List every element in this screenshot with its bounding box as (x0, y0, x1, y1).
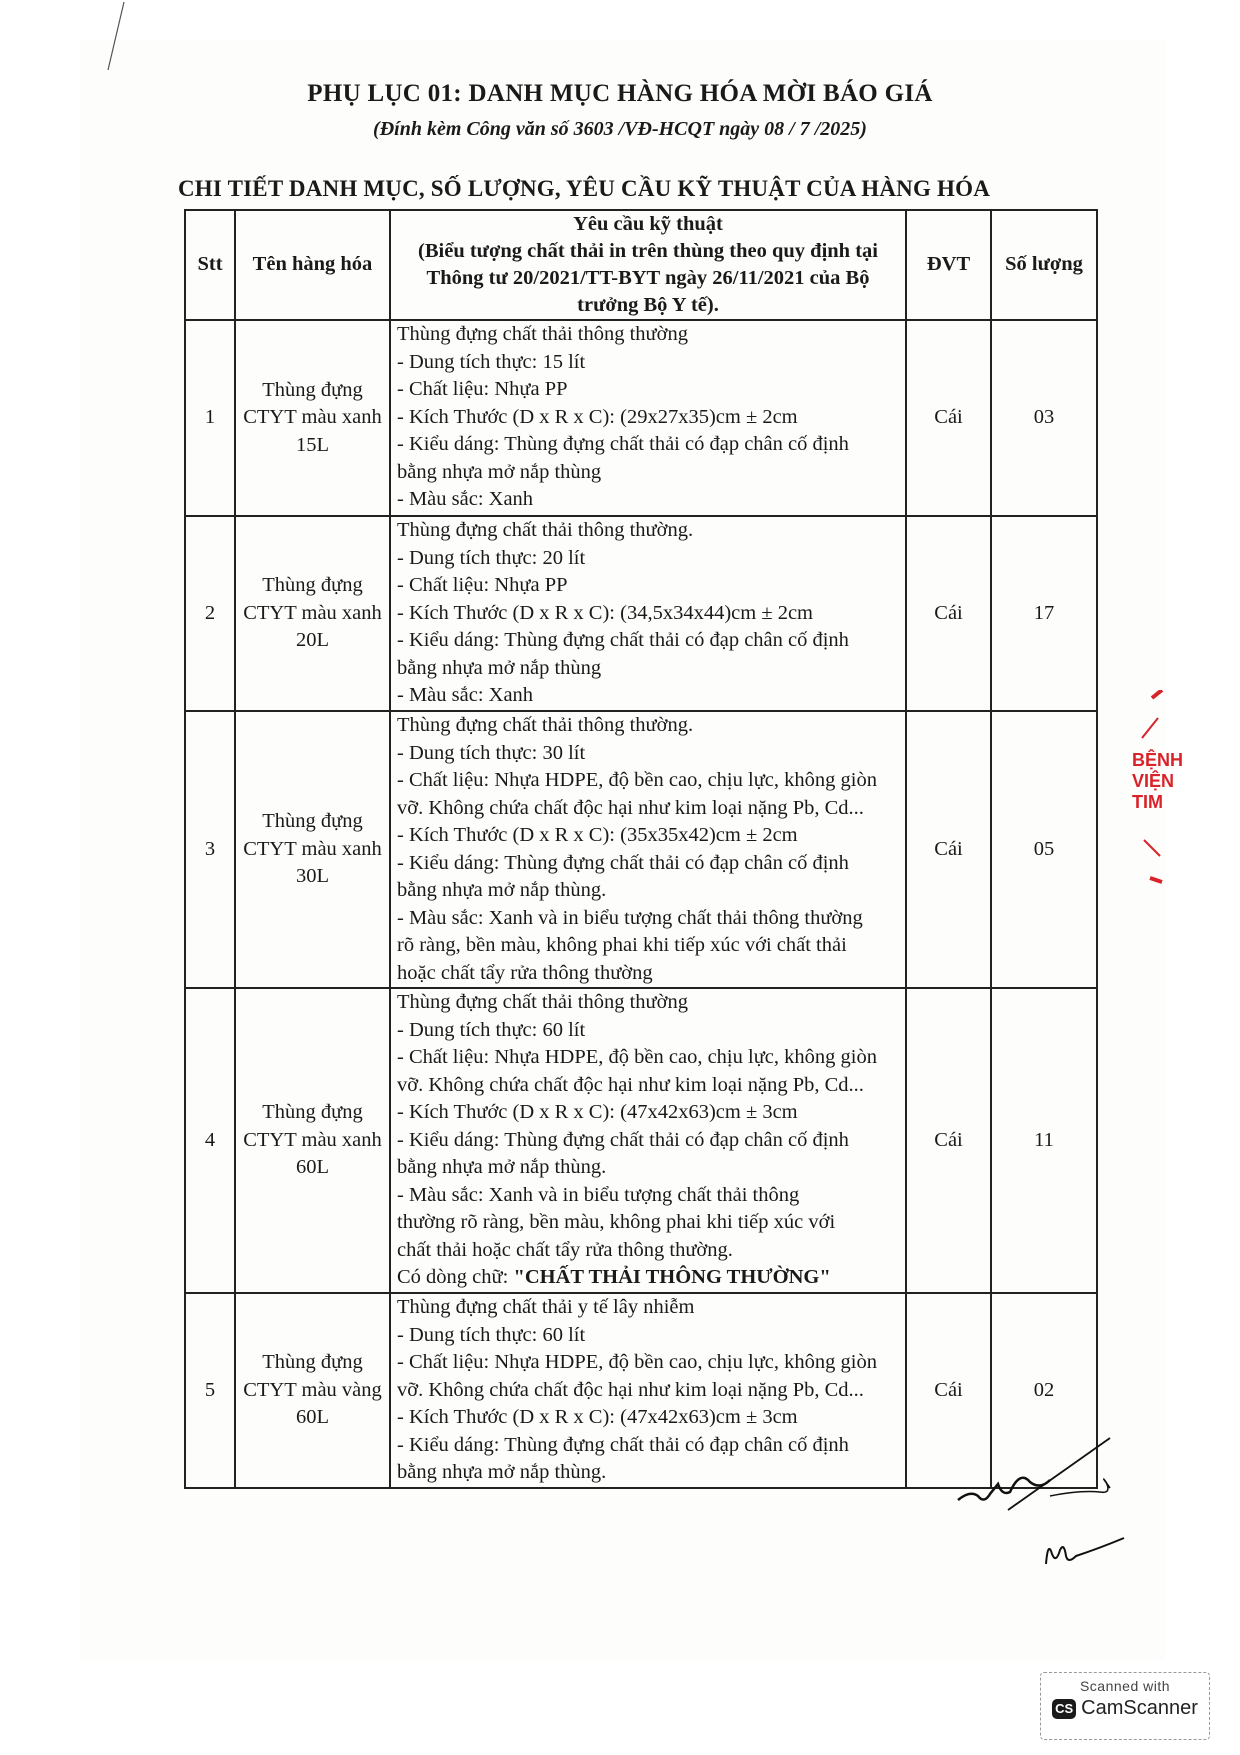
cell-stt: 2 (185, 516, 235, 711)
signature-1 (950, 1410, 1130, 1520)
spec-line: - Kiểu dáng: Thùng đựng chất thải có đạp chân cố định (397, 629, 849, 651)
spec-line: vỡ. Không chứa chất độc hại như kim loại nặng Pb, Cd... (397, 1073, 864, 1096)
cell-stt: 3 (185, 711, 235, 988)
cell-qty: 11 (991, 988, 1097, 1293)
spec-line: - Kiểu dáng: Thùng đựng chất thải có đạp chân cố định (397, 1128, 849, 1151)
spec-line: thường rõ ràng, bền màu, không phai khi tiếp xúc với (397, 1211, 836, 1233)
cell-spec (390, 711, 906, 988)
document-subtitle: (Đính kèm Công văn số 3603 /VĐ-HCQT ngày 08 / 7 /2025) (373, 118, 867, 140)
stamp-text: BỆNH VIỆN TIM (1132, 750, 1184, 812)
spec-line: - Chất liệu: Nhựa PP (397, 574, 568, 596)
cell-stt: 4 (185, 988, 235, 1293)
cell-qty: 02 (991, 1293, 1097, 1488)
header-stt: Stt (185, 210, 235, 320)
table-row (185, 320, 1097, 516)
cell-stt: 5 (185, 1293, 235, 1488)
spec-line: vỡ. Không chứa chất độc hại như kim loại nặng Pb, Cd... (397, 1378, 864, 1401)
spec-line: - Màu sắc: Xanh (397, 684, 534, 706)
scanner-caption: Scanned with (1079, 1678, 1171, 1694)
header-req-note: (Biểu tượng chất thải in trên thùng theo quy định tại Thông tư 20/2021/TT-BYT ngày 26/11/2021 của Bộ trưởng Bộ Y tế). (418, 240, 878, 316)
spec-line: - Kích Thước (D x R x C): (29x27x35)cm ± 2cm (397, 405, 798, 428)
spec-line: bằng nhựa mở nắp thùng. (397, 1156, 607, 1178)
cell-name: Thùng đựng CTYT màu xanh 30L (235, 711, 390, 988)
spec-line: - Kiểu dáng: Thùng đựng chất thải có đạp chân cố định (397, 433, 849, 455)
spec-line: - Màu sắc: Xanh (397, 488, 534, 510)
cell-unit: Cái (906, 1293, 991, 1488)
spec-line: bằng nhựa mở nắp thùng. (397, 1461, 607, 1483)
spec-line: - Kích Thước (D x R x C): (47x42x63)cm ± 3cm (397, 1101, 798, 1123)
spec-line: bằng nhựa mở nắp thùng (397, 460, 602, 483)
spec-line: chất thải hoặc chất tẩy rửa thông thường. (397, 1238, 733, 1261)
spec-line: - Kích Thước (D x R x C): (35x35x42)cm ± 2cm (397, 824, 798, 846)
cell-unit: Cái (906, 988, 991, 1293)
cell-unit: Cái (906, 516, 991, 711)
cell-qty: 05 (991, 711, 1097, 988)
cell-unit: Cái (906, 711, 991, 988)
spec-label-prefix: Có dòng chữ: (397, 1266, 514, 1288)
spec-line: - Dung tích thực: 15 lít (397, 350, 586, 373)
cell-qty: 03 (991, 320, 1097, 516)
spec-line: - Kích Thước (D x R x C): (47x42x63)cm ± 3cm (397, 1406, 798, 1428)
cell-name: Thùng đựng CTYT màu xanh 60L (235, 988, 390, 1293)
spec-line: - Màu sắc: Xanh và in biểu tượng chất thải thông thường (397, 906, 863, 929)
cell-spec (390, 320, 906, 516)
header-requirements (390, 210, 906, 320)
red-stamp-fragment (1128, 690, 1184, 890)
camscanner-badge (1040, 1672, 1210, 1740)
cell-spec (390, 988, 906, 1293)
spec-line: - Chất liệu: Nhựa HDPE, độ bền cao, chịu lực, không giòn (397, 769, 877, 791)
spec-line: - Chất liệu: Nhựa HDPE, độ bền cao, chịu lực, không giòn (397, 1351, 877, 1373)
scanner-brand-name: CamScanner (1081, 1697, 1198, 1719)
camscanner-logo-icon: CS (1052, 1699, 1076, 1719)
spec-line: Thùng đựng chất thải thông thường. (397, 714, 694, 736)
cell-qty: 17 (991, 516, 1097, 711)
header-qty: Số lượng (991, 210, 1097, 320)
goods-table (184, 209, 1098, 1489)
spec-line-label (397, 1264, 899, 1292)
table-header-row (185, 210, 1097, 320)
spec-line: bằng nhựa mở nắp thùng (397, 656, 602, 679)
spec-line: - Dung tích thực: 20 lít (397, 546, 586, 569)
spec-label-bold: "CHẤT THẢI THÔNG THƯỜNG" (513, 1266, 831, 1288)
spec-line: - Màu sắc: Xanh và in biểu tượng chất thải thông (397, 1183, 800, 1206)
spec-line: - Chất liệu: Nhựa PP (397, 378, 568, 400)
table-row (185, 711, 1097, 988)
signature-2 (1040, 1520, 1130, 1580)
table-row (185, 988, 1097, 1293)
header-name: Tên hàng hóa (235, 210, 390, 320)
cell-name: Thùng đựng CTYT màu vàng 60L (235, 1293, 390, 1488)
cell-stt: 1 (185, 320, 235, 516)
cell-unit: Cái (906, 320, 991, 516)
spec-line: - Dung tích thực: 30 lít (397, 741, 586, 764)
spec-line: - Chất liệu: Nhựa HDPE, độ bền cao, chịu lực, không giòn (397, 1046, 877, 1068)
spec-line: rõ ràng, bền màu, không phai khi tiếp xúc với chất thải (397, 934, 847, 956)
header-unit: ĐVT (906, 210, 991, 320)
spec-line: - Kiểu dáng: Thùng đựng chất thải có đạp chân cố định (397, 851, 849, 874)
cell-name: Thùng đựng CTYT màu xanh 20L (235, 516, 390, 711)
table-row (185, 516, 1097, 711)
spec-line: Thùng đựng chất thải thông thường (397, 323, 688, 345)
header-req-title: Yêu cầu kỹ thuật (573, 213, 723, 235)
spec-line: vỡ. Không chứa chất độc hại như kim loại nặng Pb, Cd... (397, 796, 864, 819)
spec-line: bằng nhựa mở nắp thùng. (397, 879, 607, 901)
spec-line: Thùng đựng chất thải thông thường. (397, 519, 694, 541)
scanner-brand (1041, 1697, 1209, 1720)
pen-mark (100, 0, 140, 80)
spec-line: - Kích Thước (D x R x C): (34,5x34x44)cm ± 2cm (397, 601, 813, 624)
spec-line: - Kiểu dáng: Thùng đựng chất thải có đạp chân cố định (397, 1433, 849, 1456)
spec-line: hoặc chất tẩy rửa thông thường (397, 961, 653, 984)
spec-line: Thùng đựng chất thải thông thường (397, 991, 688, 1013)
spec-line: Thùng đựng chất thải y tế lây nhiễm (397, 1296, 695, 1318)
cell-spec (390, 1293, 906, 1488)
spec-line: - Dung tích thực: 60 lít (397, 1018, 586, 1041)
spec-line: - Dung tích thực: 60 lít (397, 1323, 586, 1346)
document-title: PHỤ LỤC 01: DANH MỤC HÀNG HÓA MỜI BÁO GIÁ (307, 80, 933, 107)
cell-spec (390, 516, 906, 711)
cell-name: Thùng đựng CTYT màu xanh 15L (235, 320, 390, 516)
section-heading: CHI TIẾT DANH MỤC, SỐ LƯỢNG, YÊU CẦU KỸ THUẬT CỦA HÀNG HÓA (178, 176, 991, 201)
